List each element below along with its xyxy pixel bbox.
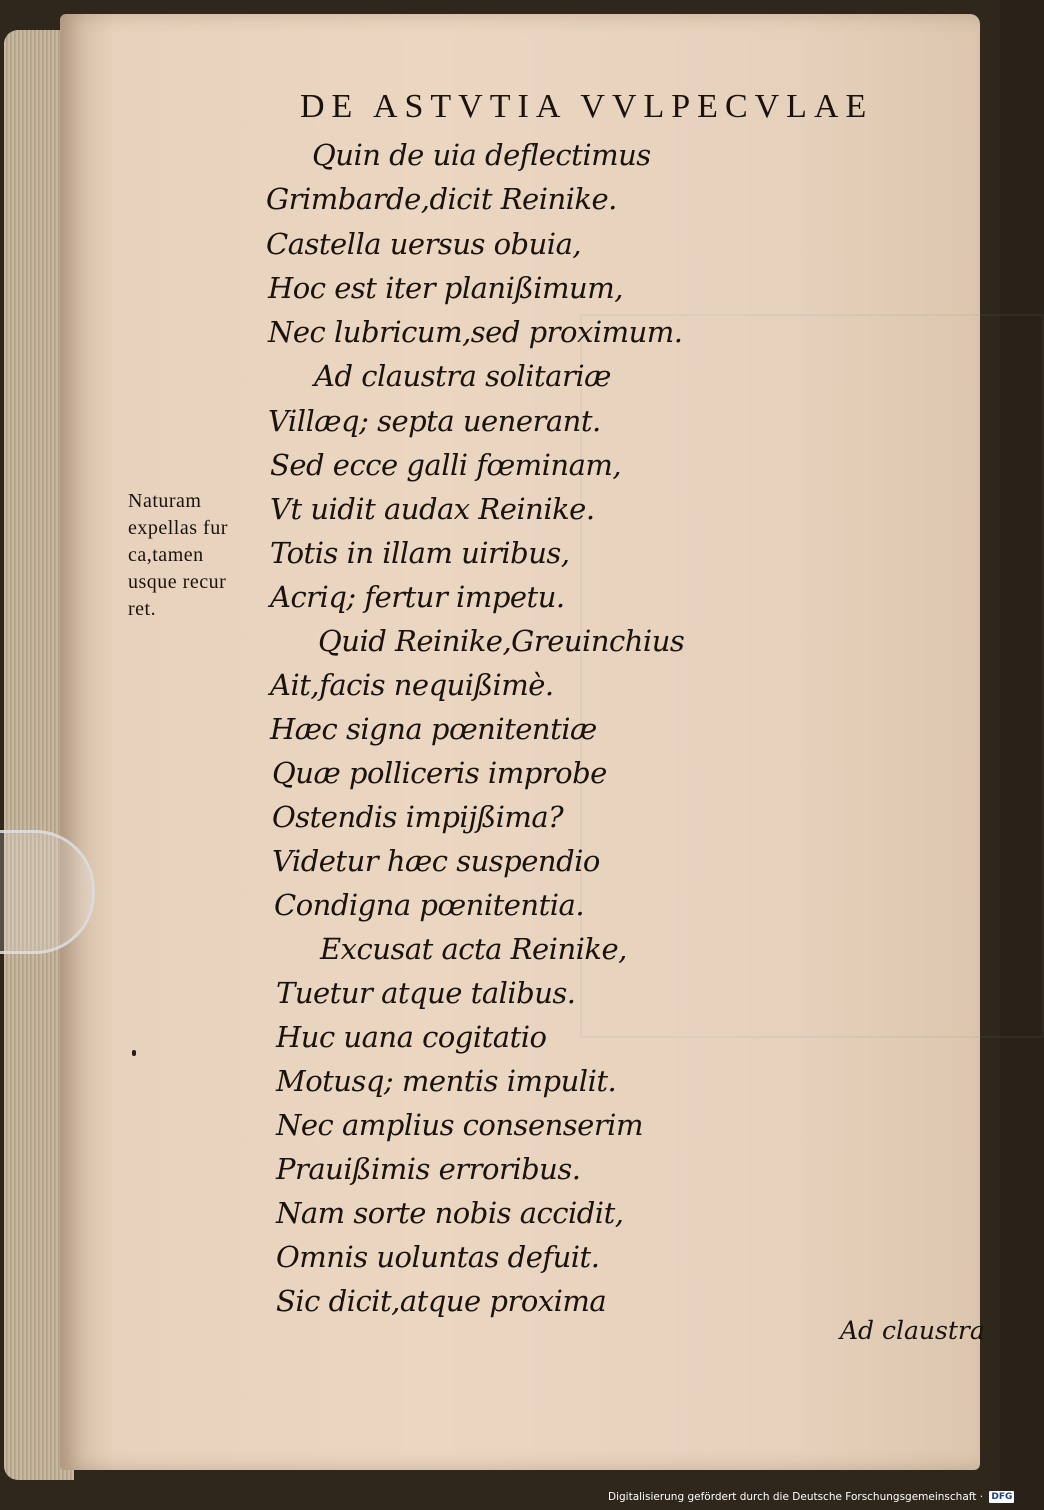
verse-line: Omnis uoluntas defuit. xyxy=(276,1240,600,1274)
marginal-line: ca,tamen xyxy=(128,544,204,566)
verse-line: Hoc est iter planißimum, xyxy=(268,271,623,305)
marginal-line: Naturam xyxy=(128,490,202,512)
verse-line: Castella uersus obuia, xyxy=(266,227,582,261)
running-header: DE ASTVTIA VVLPECVLAE xyxy=(300,88,874,125)
verse-line: Acriq; fertur impetu. xyxy=(270,580,565,614)
marginal-line: usque recur xyxy=(128,571,227,593)
verse-line: Huc uana cogitatio xyxy=(276,1020,547,1054)
verse-line: Sed ecce galli fœminam, xyxy=(270,448,622,482)
verse-line: Excusat acta Reinike, xyxy=(320,932,627,966)
marginal-line: expellas fur xyxy=(128,517,228,539)
verse-line: Prauißimis erroribus. xyxy=(276,1152,581,1186)
verse-line: Videtur hæc suspendio xyxy=(272,844,600,878)
verse-line: Quæ polliceris improbe xyxy=(272,756,607,790)
verse-line: Sic dicit,atque proxima xyxy=(276,1284,607,1318)
verse-line: Hæc signa pœnitentiæ xyxy=(270,712,597,746)
marginal-line: ret. xyxy=(128,598,157,620)
ink-mark xyxy=(132,1050,136,1056)
verse-line: Ait,facis nequißimè. xyxy=(270,668,554,702)
verse-line: Ostendis impijßima? xyxy=(272,800,564,834)
verse-line: Villæq; septa uenerant. xyxy=(268,404,601,438)
verse-line: Nam sorte nobis accidit, xyxy=(276,1196,624,1230)
verse-line: Quid Reinike,Greuinchius xyxy=(318,624,685,658)
marginal-note xyxy=(128,488,278,623)
dfg-logo-icon: DFG xyxy=(991,1492,1013,1502)
catchword: Ad claustra xyxy=(840,1316,985,1345)
digitization-credit xyxy=(608,1488,1014,1506)
verse-line: Tuetur atque talibus. xyxy=(276,976,576,1010)
verse-line: Nec amplius consenserim xyxy=(276,1108,643,1142)
verse-line: Motusq; mentis impulit. xyxy=(276,1064,617,1098)
credit-text: Digitalisierung gefördert durch die Deutsche Forschungsgemeinschaft · xyxy=(608,1491,984,1503)
verse-line: Grimbarde,dicit Reinike. xyxy=(266,182,617,216)
verse-line: Nec lubricum,sed proximum. xyxy=(268,315,683,349)
verse-line: Vt uidit audax Reinike. xyxy=(270,492,595,526)
verse-line: Ad claustra solitariæ xyxy=(314,359,611,393)
verse-line: Condigna pœnitentia. xyxy=(274,888,585,922)
verse-line: Quin de uia deflectimus xyxy=(312,138,651,172)
verse-line: Totis in illam uiribus, xyxy=(270,536,570,570)
show-through-woodcut xyxy=(580,314,1044,1038)
